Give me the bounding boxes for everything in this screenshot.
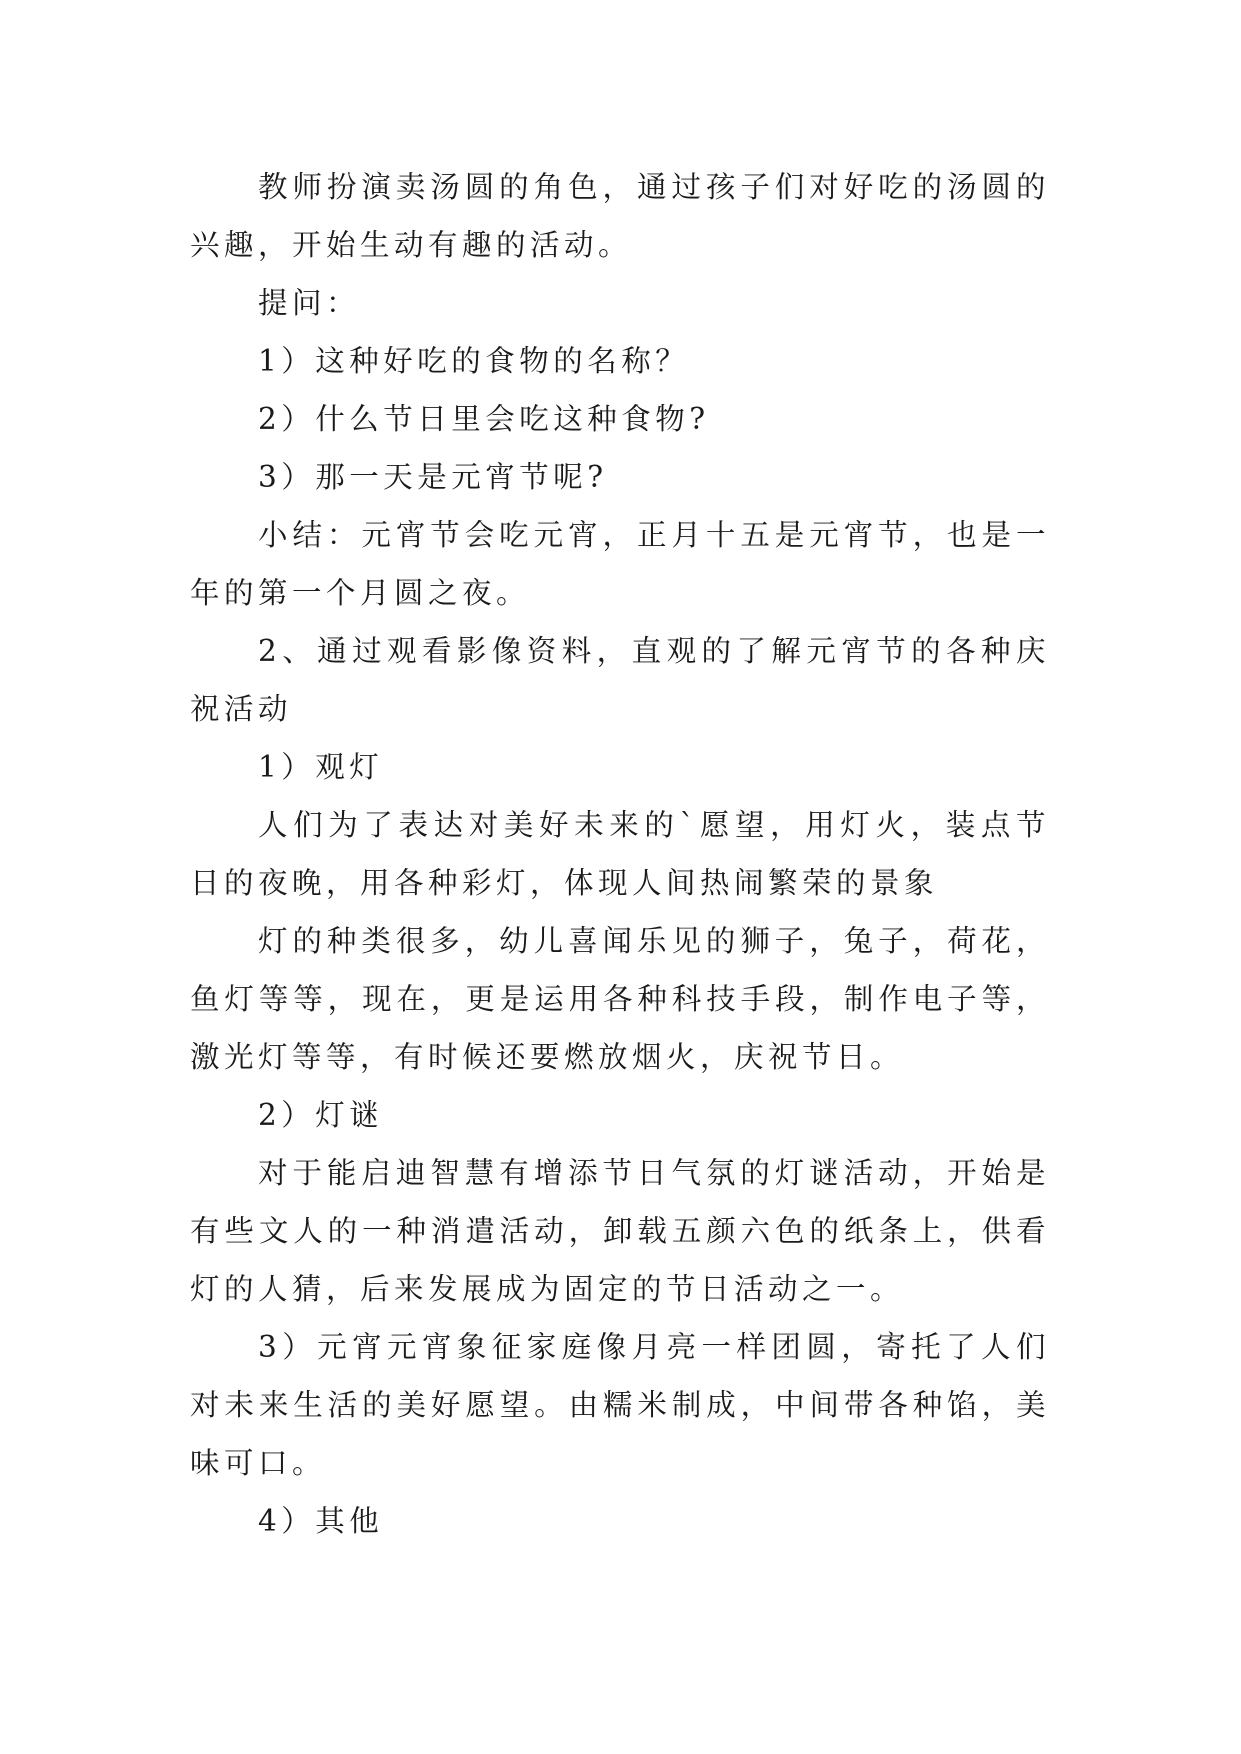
paragraph-yuanxiao: 3）元宵元宵象征家庭像月亮一样团圆，寄托了人们对未来生活的美好愿望。由糯米制成，中间带各种馅，美味可口。 — [190, 1330, 1050, 1480]
document-body — [190, 158, 1050, 1550]
paragraph-lantern-wish: 人们为了表达对美好未来的`愿望，用灯火，装点节日的夜晚，用各种彩灯，体现人间热闹繁荣的景象 — [190, 808, 1050, 900]
paragraph-other: 4）其他 — [258, 1504, 384, 1538]
paragraph-question-2: 2）什么节日里会吃这种食物? — [258, 402, 710, 436]
paragraph-riddle-heading: 2）灯谜 — [258, 1098, 384, 1132]
paragraph-intro: 教师扮演卖汤圆的角色，通过孩子们对好吃的汤圆的兴趣，开始生动有趣的活动。 — [190, 170, 1050, 262]
paragraph-riddle-body: 对于能启迪智慧有增添节日气氛的灯谜活动，开始是有些文人的一种消遣活动，卸载五颜六色的纸条上，供看灯的人猜，后来发展成为固定的节日活动之一。 — [190, 1156, 1050, 1306]
paragraph-lantern-types: 灯的种类很多，幼儿喜闻乐见的狮子，兔子，荷花，鱼灯等等，现在，更是运用各种科技手段，制作电子等，激光灯等等，有时候还要燃放烟火，庆祝节日。 — [190, 924, 1050, 1074]
paragraph-question-1: 1）这种好吃的食物的名称？ — [258, 344, 690, 378]
paragraph-section-2: 2、通过观看影像资料，直观的了解元宵节的各种庆祝活动 — [190, 634, 1050, 726]
paragraph-lantern-heading: 1）观灯 — [258, 750, 384, 784]
paragraph-summary: 小结：元宵节会吃元宵，正月十五是元宵节，也是一年的第一个月圆之夜。 — [190, 518, 1050, 610]
paragraph-question-heading: 提问： — [258, 286, 361, 320]
paragraph-question-3: 3）那一天是元宵节呢? — [258, 460, 608, 494]
